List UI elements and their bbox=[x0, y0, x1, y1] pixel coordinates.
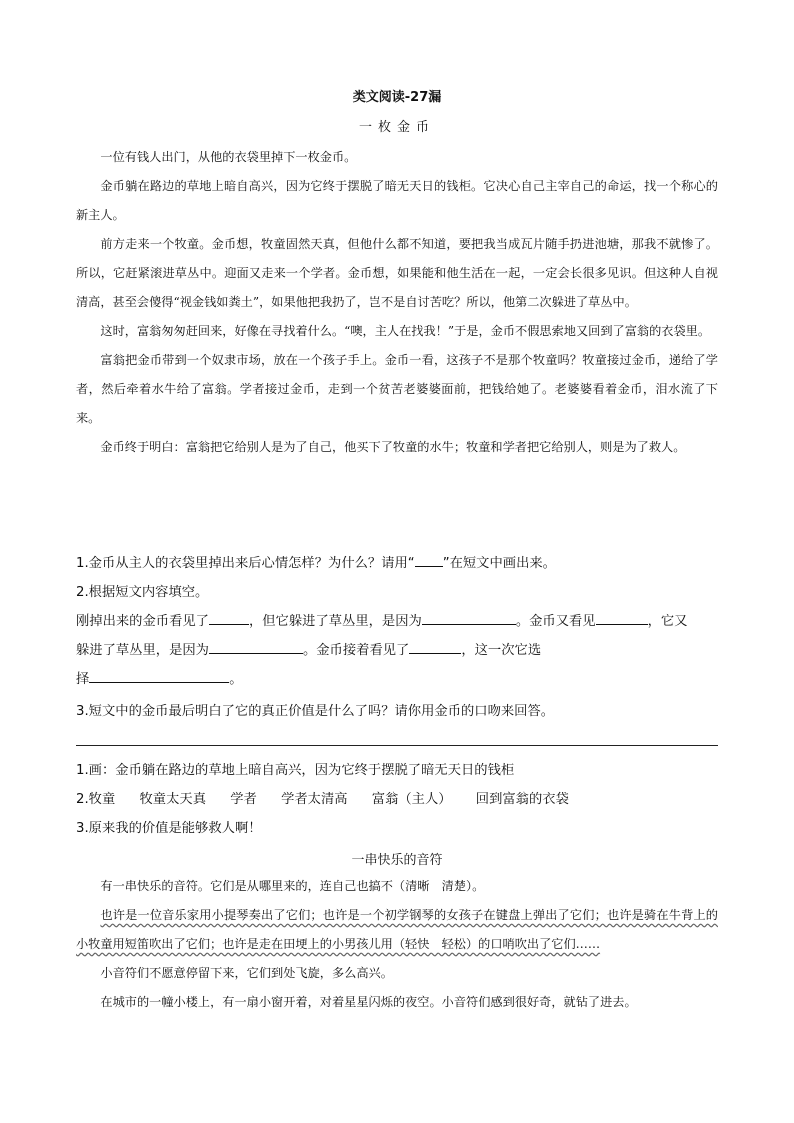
answer-blank[interactable] bbox=[415, 552, 443, 567]
story2-paragraph: 小音符们不愿意停留下来，它们到处飞旋，多么高兴。 bbox=[100, 966, 393, 980]
answer-blank[interactable] bbox=[209, 610, 249, 625]
answer-item: 学者太清高 bbox=[281, 792, 348, 807]
story-paragraph: 金币躺在路边的草地上暗自高兴，因为它终于摆脱了暗无天日的钱柜。它决心自己主宰自己的命运，找一个称心的新主人。 bbox=[76, 179, 718, 222]
question-text: 。 bbox=[229, 672, 243, 687]
question-text: 躲进了草丛里，是因为 bbox=[76, 643, 209, 658]
question-text: 1.金币从主人的衣袋里掉出来后心情怎样？为什么？请用“ bbox=[76, 556, 415, 571]
question-text: ”在短文中画出来。 bbox=[442, 556, 556, 571]
answer-key bbox=[76, 756, 726, 843]
answer-1: 1.画：金币躺在路边的草地上暗自高兴，因为它终于摆脱了暗无天日的钱柜 bbox=[76, 763, 515, 778]
story2-text bbox=[76, 872, 718, 1017]
answer-item: 2.牧童 bbox=[76, 792, 116, 807]
answer-item: 回到富翁的衣袋 bbox=[475, 792, 569, 807]
answer-blank[interactable] bbox=[209, 639, 303, 654]
story-paragraph: 一位有钱人出门，从他的衣袋里掉下一枚金币。 bbox=[100, 150, 357, 164]
answer-item: 牧童太天真 bbox=[139, 792, 206, 807]
question-title: 2.根据短文内容填空。 bbox=[76, 585, 209, 600]
answer-item: 富翁（主人） bbox=[371, 792, 452, 807]
story2-title: 一串快乐的音符 bbox=[351, 853, 443, 868]
question-text: 刚掉出来的金币看见了 bbox=[76, 614, 209, 629]
story-paragraph: 这时，富翁匆匆赶回来，好像在寻找着什么。“噢，主人在找我！”于是，金币不假思索地又回到了富翁的衣袋里。 bbox=[100, 324, 711, 338]
story2-paragraph: 在城市的一幢小楼上，有一扇小窗开着，对着星星闪烁的夜空。小音符们感到很好奇，就钻了进去。 bbox=[100, 995, 637, 1009]
question-text: 3.短文中的金币最后明白了它的真正价值是什么了吗？请你用金币的口吻来回答。 bbox=[76, 704, 555, 719]
question-text: ，但它躲进了草丛里，是因为 bbox=[248, 614, 422, 629]
answer-blank[interactable] bbox=[422, 610, 516, 625]
question-2 bbox=[76, 578, 726, 694]
story-paragraph: 前方走来一个牧童。金币想，牧童固然天真，但他什么都不知道，要把我当成瓦片随手扔进池塘，那我不就惨了。所以，它赶紧滚进草丛中。迎面又走来一个学者。金币想，如果能和他生活在一起，一定会长很多见识。但这种人自视清高，甚至会傻得“视金钱如粪土”，如果他把我扔了，岂不是自讨苦吃？所以，他第二次躲进了草丛中。 bbox=[76, 237, 718, 309]
answer-item: 学者 bbox=[230, 792, 257, 807]
answer-separator-line bbox=[76, 745, 718, 746]
question-text: 。金币接着看见了 bbox=[302, 643, 410, 658]
story-title: 一枚金币 bbox=[358, 120, 435, 135]
question-text: ，这一次它选 bbox=[461, 643, 542, 658]
story2-paragraph: 有一串快乐的音符。它们是从哪里来的，连自己也搞不（清晰 清楚）。 bbox=[100, 879, 485, 893]
answer-blank[interactable] bbox=[89, 668, 229, 683]
story2-paragraph-underlined: 也许是一位音乐家用小提琴奏出了它们；也许是一个初学钢琴的女孩子在键盘上弹出了它们；也许是骑在牛背上的小牧童用短笛吹出了它们；也许是走在田埂上的小男孩儿用（轻快 轻松）的口哨吹出了它们…… bbox=[76, 908, 718, 951]
question-1 bbox=[76, 549, 726, 578]
answer-2 bbox=[76, 785, 726, 814]
story-paragraph: 富翁把金币带到一个奴隶市场，放在一个孩子手上。金币一看，这孩子不是那个牧童吗？牧童接过金币，递给了学者，然后牵着水牛给了富翁。学者接过金币，走到一个贫苦老婆婆面前，把钱给她了。老婆婆看着金币，泪水流了下来。 bbox=[76, 353, 718, 425]
answer-3: 3.原来我的价值是能够救人啊！ bbox=[76, 821, 262, 836]
question-text: ，它又 bbox=[647, 614, 688, 629]
story-paragraph: 金币终于明白：富翁把它给别人是为了自己，他买下了牧童的水牛；牧童和学者把它给别人，则是为了救人。 bbox=[100, 440, 686, 454]
document-title: 类文阅读-27漏 bbox=[352, 90, 442, 105]
answer-blank[interactable] bbox=[596, 610, 648, 625]
answer-blank[interactable] bbox=[409, 639, 461, 654]
question-text: 择 bbox=[76, 672, 90, 687]
question-3 bbox=[76, 697, 726, 726]
question-text: 。金币又看见 bbox=[515, 614, 596, 629]
story-text bbox=[76, 143, 718, 462]
